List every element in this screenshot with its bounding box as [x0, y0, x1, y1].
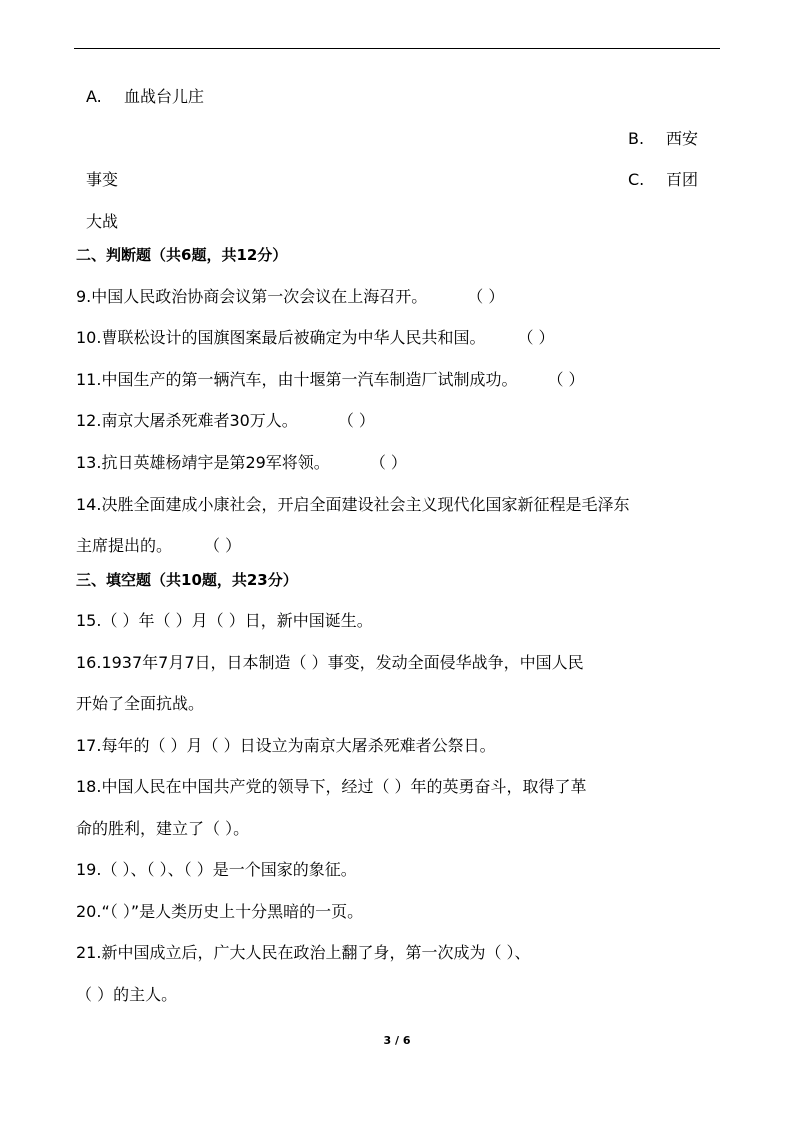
option-c-letter: C. — [628, 170, 645, 189]
question-text: 10.曹联松设计的国旗图案最后被确定为中华人民共和国。 — [76, 328, 486, 347]
question-text: 11.中国生产的第一辆汽车，由十堰第一汽车制造厂试制成功。 — [76, 370, 518, 389]
option-c — [628, 169, 698, 191]
option-b-continuation: 事变 — [86, 170, 119, 189]
question-14-continuation — [76, 535, 241, 557]
question-19: 19.（ ）、（ ）、（ ）是一个国家的象征。 — [76, 860, 357, 879]
option-a-letter: A. — [86, 87, 102, 106]
question-10 — [76, 327, 555, 349]
question-11 — [76, 369, 585, 391]
option-c-continuation: 大战 — [86, 212, 119, 231]
answer-blank[interactable]: （ ） — [369, 453, 407, 472]
question-21-continuation: （ ）的主人。 — [76, 985, 178, 1004]
question-text: 9.中国人民政治协商会议第一次会议在上海召开。 — [76, 287, 428, 306]
question-15: 15.（ ）年（ ）月（ ）日，新中国诞生。 — [76, 611, 373, 630]
option-b-text: 西安 — [666, 129, 699, 148]
section-heading-fill-in: 三、填空题（共10题，共23分） — [76, 571, 298, 589]
question-text: 13.抗日英雄杨靖宇是第29军将领。 — [76, 453, 330, 472]
question-text: 14.决胜全面建成小康社会，开启全面建设社会主义现代化国家新征程是毛泽东 — [76, 495, 630, 514]
question-text: 主席提出的。 — [76, 536, 173, 555]
header-rule — [74, 48, 720, 49]
answer-blank[interactable]: （ ） — [467, 287, 505, 306]
option-b-letter: B. — [628, 129, 645, 148]
question-16-continuation: 开始了全面抗战。 — [76, 694, 205, 713]
question-17: 17.每年的（ ）月（ ）日设立为南京大屠杀死难者公祭日。 — [76, 736, 496, 755]
option-b — [628, 128, 698, 150]
question-21: 21.新中国成立后，广大人民在政治上翻了身，第一次成为（ ）、 — [76, 943, 531, 962]
option-a-text: 血战台儿庄 — [124, 87, 205, 106]
option-a — [86, 86, 204, 108]
answer-blank[interactable]: （ ） — [337, 411, 375, 430]
question-20: 20.“（ ）”是人类历史上十分黑暗的一页。 — [76, 902, 364, 921]
question-13 — [76, 452, 407, 474]
question-12 — [76, 410, 375, 432]
question-18: 18.中国人民在中国共产党的领导下，经过（ ）年的英勇奋斗，取得了革 — [76, 777, 587, 796]
section-heading-judgement: 二、判断题（共6题，共12分） — [76, 246, 288, 264]
page-number: 3 / 6 — [383, 1034, 411, 1047]
question-16: 16.1937年7月7日，日本制造（ ）事变，发动全面侵华战争，中国人民 — [76, 653, 584, 672]
question-18-continuation: 命的胜利，建立了（ ）。 — [76, 819, 250, 838]
answer-blank[interactable]: （ ） — [204, 536, 242, 555]
option-c-text: 百团 — [666, 170, 699, 189]
answer-blank[interactable]: （ ） — [547, 370, 585, 389]
answer-blank[interactable]: （ ） — [517, 328, 555, 347]
question-text: 12.南京大屠杀死难者30万人。 — [76, 411, 298, 430]
question-14 — [76, 494, 629, 516]
question-9 — [76, 286, 504, 308]
